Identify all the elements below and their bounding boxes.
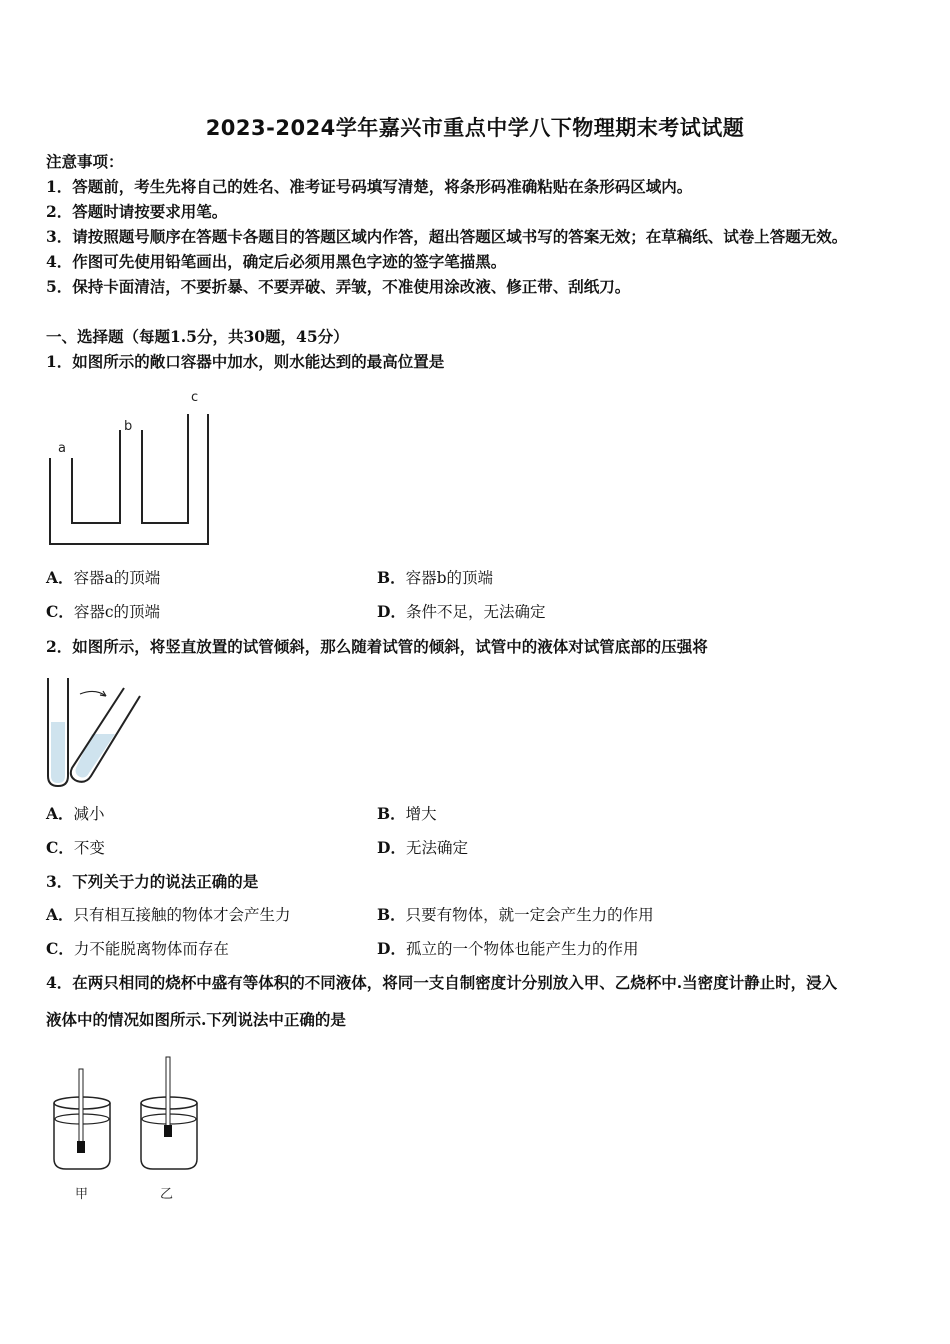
label-c: c [191, 390, 199, 405]
density-meter-figure [46, 1055, 206, 1205]
label-a: a [58, 441, 66, 456]
notice-item: 1．答题前，考生先将自己的姓名、准考证号码填写清楚，将条形码准确粘贴在条形码区域内。 [46, 177, 693, 196]
q2-option-c[interactable]: C．不变 [46, 838, 105, 857]
test-tube-figure [40, 676, 150, 790]
page-title: 2023-2024学年嘉兴市重点中学八下物理期末考试试题 [205, 116, 745, 140]
question-3-stem: 3．下列关于力的说法正确的是 [46, 872, 259, 891]
question-4-stem-line2: 液体中的情况如图所示.下列说法中正确的是 [46, 1010, 346, 1029]
q3-option-c[interactable]: C．力不能脱离物体而存在 [46, 939, 229, 958]
notice-item: 4．作图可先使用铅笔画出，确定后必须用黑色字迹的签字笔描黑。 [46, 252, 507, 271]
q3-option-b[interactable]: B．只要有物体，就一定会产生力的作用 [377, 905, 654, 924]
question-1-stem: 1．如图所示的敞口容器中加水，则水能达到的最高位置是 [46, 352, 445, 371]
label-b: b [124, 419, 133, 434]
q2-option-a[interactable]: A．减小 [46, 804, 105, 823]
notice-item: 5．保持卡面清洁，不要折暴、不要弄破、弄皱，不准使用涂改液、修正带、刮纸刀。 [46, 277, 631, 296]
notice-item: 2．答题时请按要求用笔。 [46, 202, 228, 221]
section-heading: 一、选择题（每题1.5分，共30题，45分） [46, 327, 349, 346]
label-yi: 乙 [160, 1187, 174, 1202]
q1-option-b[interactable]: B．容器b的顶端 [377, 568, 494, 587]
q1-option-a[interactable]: A．容器a的顶端 [46, 568, 161, 587]
q3-option-a[interactable]: A．只有相互接触的物体才会产生力 [46, 905, 291, 924]
q2-option-b[interactable]: B．增大 [377, 804, 437, 823]
notice-item: 3．请按照题号顺序在答题卡各题目的答题区域内作答，超出答题区域书写的答案无效；在草稿纸、试卷上答题无效。 [46, 227, 848, 246]
notice-heading: 注意事项： [46, 152, 124, 171]
q2-option-d[interactable]: D．无法确定 [377, 838, 468, 857]
label-jia: 甲 [75, 1187, 89, 1202]
connected-containers-figure [40, 388, 220, 550]
q3-option-d[interactable]: D．孤立的一个物体也能产生力的作用 [377, 939, 639, 958]
q1-option-d[interactable]: D．条件不足，无法确定 [377, 602, 546, 621]
question-4-stem-line1: 4．在两只相同的烧杯中盛有等体积的不同液体，将同一支自制密度计分别放入甲、乙烧杯中.当密度计静止时，浸入 [46, 973, 838, 992]
q1-option-c[interactable]: C．容器c的顶端 [46, 602, 161, 621]
question-2-stem: 2．如图所示，将竖直放置的试管倾斜，那么随着试管的倾斜，试管中的液体对试管底部的压强将 [46, 637, 708, 656]
